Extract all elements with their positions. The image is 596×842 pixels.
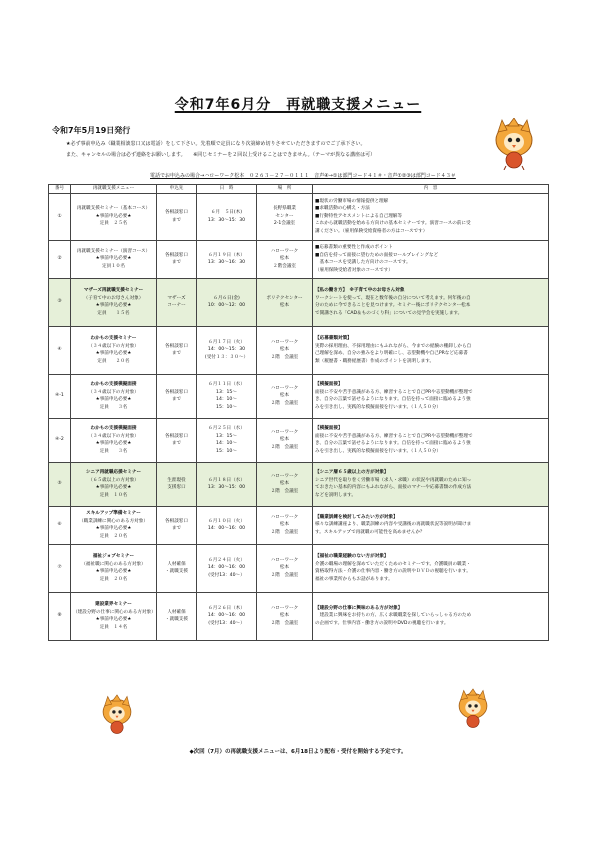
place-line: ハローワーク [270, 248, 299, 254]
datetime-line: 13：15〜 [216, 433, 237, 439]
table-row [49, 240, 549, 278]
place-line: ハローワーク [270, 473, 299, 479]
apply-line: 支援窓口 [167, 485, 186, 491]
apply-line: ・就職支援 [165, 569, 188, 575]
cell-datetime [197, 240, 257, 278]
cell-number: ③ [49, 278, 71, 326]
header-menu: 再就職支援メニュー [71, 185, 157, 194]
menu-line: 定員 ３名 [99, 404, 128, 410]
content-line: き、自分の言葉で話せるようになります。自信を持って面接に臨めるよう強 [315, 441, 471, 447]
menu-line: 再就職支援セミナー（演習コース） [76, 248, 151, 254]
cell-place [257, 462, 313, 506]
content-line: ■自信を持って面接に望むための面接ロールプレイングなど [315, 252, 439, 258]
mascot-illustration-icon [492, 118, 536, 170]
menu-line: （３４歳以下の方対象） [88, 343, 139, 349]
place-line: 松本 [279, 347, 290, 353]
content-line: 【建設分野の仕事に興味のある方が対象】 [315, 605, 403, 611]
header-apply: 申込先 [157, 185, 197, 194]
cell-content [313, 193, 549, 240]
table-row [49, 278, 549, 326]
menu-line: 再就職支援セミナー（基本コース） [76, 206, 151, 212]
place-line: 松本 [279, 393, 290, 399]
datetime-line: 13：30〜16：30 [207, 260, 246, 266]
content-line: 【シニア層６５歳以上の方が対象】 [315, 469, 389, 475]
content-line: ておきたい基本的内容にもふれながら、面接のマナーや応募書類の作成方法 [315, 485, 472, 491]
menu-line: （福祉職に関心のある方対象） [81, 561, 146, 567]
table-row [49, 462, 549, 506]
datetime-line: 14：00〜15：30 [207, 347, 246, 353]
header-place: 場 所 [257, 185, 313, 194]
apply-line: 各相談窓口 [165, 433, 188, 439]
cell-menu [71, 462, 157, 506]
menu-line: ★事前申込必要★ [95, 303, 132, 309]
content-line: す。スキルアップで再就職の可能性を高めませんか？ [315, 529, 425, 535]
cell-apply [157, 240, 197, 278]
place-line: センター [275, 213, 294, 219]
apply-line: まで [171, 441, 182, 447]
content-line: 【職業訓練を検討してみたい方が対象】 [315, 514, 398, 520]
cell-menu [71, 592, 157, 640]
datetime-line: 14：10〜 [216, 441, 237, 447]
place-line: ハローワーク [270, 429, 299, 435]
table-row [49, 374, 549, 418]
apply-line: まで [171, 217, 182, 223]
apply-line: 各相談窓口 [165, 389, 188, 395]
apply-line: 人材確保 [167, 609, 186, 615]
cell-menu [71, 418, 157, 462]
place-line: ２階 会議室 [270, 572, 299, 578]
menu-line: ★事前申込必要★ [95, 485, 132, 491]
place-line: 松本 [279, 481, 290, 487]
cell-number: ④-2 [49, 418, 71, 462]
place-line: 松本 [279, 437, 290, 443]
content-line: で開講される「CAD＆ものづくり科」についての見学会を実施します。 [315, 310, 463, 316]
place-line: 2-1会議室 [273, 221, 296, 227]
content-line: 様々な訓練講座より、職業訓練の内容や受講後の再就職状況等説明が聞けま [315, 522, 472, 528]
seminar-table [48, 184, 549, 641]
header-datetime: 日 時 [197, 185, 257, 194]
cell-menu [71, 506, 157, 544]
place-line: 松本 [279, 522, 290, 528]
content-line: の企画です。仕事内容・働き方の説明やDVDの視聴を行います。 [315, 620, 449, 626]
table-row [49, 193, 549, 240]
header-content: 内 容 [313, 185, 549, 194]
apply-line: 各相談窓口 [165, 210, 188, 215]
table-row [49, 544, 549, 592]
menu-line: ★事前申込必要★ [95, 256, 132, 262]
menu-line: 福祉ジョブセミナー [92, 553, 135, 559]
table-row [49, 418, 549, 462]
menu-line: （３４歳以下の方対象） [88, 389, 139, 395]
menu-line: （３４歳以下の方対象） [88, 433, 139, 439]
datetime-line: 14：00〜16：00 [207, 565, 246, 571]
place-line: ハローワーク [270, 605, 299, 611]
content-line: 実際の採用理由、不採用理由にもふれながら、今までの経験の棚卸しから自 [315, 343, 472, 349]
cell-content [313, 326, 549, 374]
place-line: ポリテクセンター [266, 295, 303, 301]
content-line: ■現状の労働市場の情報提供と理解 [315, 198, 389, 204]
apply-line: 人材確保 [167, 561, 186, 567]
content-line: 【模擬面接】 [315, 381, 343, 387]
content-line: シニア世代を取り巻く労働市場（求人・求職）の状況や再就職のために知っ [315, 477, 472, 483]
header-number: 番号 [49, 185, 71, 194]
cell-place [257, 506, 313, 544]
place-line: ハローワーク [270, 514, 299, 520]
datetime-line: ６月１１日（水） [208, 381, 245, 387]
cell-place [257, 592, 313, 640]
cell-datetime [197, 418, 257, 462]
datetime-line: (受付13：40〜） [208, 572, 245, 578]
page-title: 令和7年6月分 再就職支援メニュー [174, 97, 422, 113]
menu-line: ★事前申込必要★ [95, 569, 132, 575]
apply-line: 各相談窓口 [165, 518, 188, 524]
cell-number: ④-1 [49, 374, 71, 418]
place-line: 松本 [279, 565, 290, 571]
place-line: 松本 [279, 613, 290, 619]
cell-menu [71, 278, 157, 326]
menu-line: （建設分野の仕事に関心のある方対象） [73, 609, 156, 615]
menu-line: 定員 １０名 [99, 492, 128, 498]
apply-line: マザーズ [167, 295, 186, 301]
content-line: 講ください。（雇用保険受給資格者の方はコースです） [315, 228, 428, 234]
content-line: 【私の働き方】 ※子育て中のお母さん対象 [315, 287, 405, 293]
content-line: 己理解を深め、自分の強みをより明確にし、志望動機や自己PRなど応募書 [315, 351, 468, 357]
cell-apply [157, 462, 197, 506]
cell-menu [71, 374, 157, 418]
cell-apply [157, 592, 197, 640]
menu-line: 建設業界セミナー [95, 601, 132, 607]
menu-line: シニア再就職応援セミナー [85, 469, 142, 475]
datetime-line: ６月２６日（木） [208, 605, 245, 611]
cell-number: ⑧ [49, 592, 71, 640]
datetime-line: 14：00〜16：00 [207, 613, 246, 619]
menu-line: ★事前申込必要★ [95, 397, 132, 403]
content-line: ■応募書類の重要性と作成のポイント [315, 244, 393, 250]
apply-line: まで [171, 397, 182, 403]
cell-datetime [197, 326, 257, 374]
content-line: 面接に不安や苦手意識がある方、練習することで自己PRや志望動機が整理で [315, 433, 473, 439]
menu-line: わかもの支援セミナー [90, 335, 137, 341]
place-line: ２階 会議室 [270, 400, 299, 406]
contact-info: 電話でお申込みの場合→ハローワーク松本 ０２６３－２７－０１１１ 音声④→①は部門コード４１＃・音声①②③は部門コード４３＃ [150, 173, 456, 179]
cell-place [257, 240, 313, 278]
cell-content [313, 544, 549, 592]
menu-line: （子育て中のお母さん対象） [83, 295, 144, 301]
place-line: ハローワーク [270, 557, 299, 563]
apply-line: コーナー [167, 303, 186, 309]
footer-note: ◆次回（7月）の再就職支援メニューは、6月18日より配布・受付を開始する予定です。 [189, 749, 407, 755]
datetime-line: 13：30〜15：30 [207, 217, 246, 223]
menu-line: スキルアップ準備セミナー [86, 510, 141, 516]
cell-datetime [197, 193, 257, 240]
place-line: ２階 会議室 [270, 529, 299, 535]
cell-apply [157, 326, 197, 374]
place-line: 長野県職業 [273, 206, 296, 212]
menu-line: ★事前申込必要★ [95, 526, 132, 532]
place-line: ハローワーク [270, 385, 299, 391]
cell-place [257, 278, 313, 326]
cell-number: ① [49, 193, 71, 240]
table-row [49, 592, 549, 640]
menu-line: わかもの支援模擬面接 [90, 381, 137, 387]
datetime-line: 10：00〜12：00 [207, 303, 246, 309]
menu-line: ★事前申込必要★ [95, 441, 132, 447]
table-row [49, 506, 549, 544]
content-line: 【応募書類対策】 [315, 335, 352, 341]
mascot-illustration-icon [456, 688, 490, 730]
cell-content [313, 462, 549, 506]
menu-line: 定員 ２５名 [99, 221, 128, 227]
cell-apply [157, 544, 197, 592]
datetime-line: ６月１９日（木） [208, 252, 245, 258]
cell-number: ⑥ [49, 506, 71, 544]
content-line: みを引き出し、実践的な模擬面接を行います。（１人５０分） [315, 448, 441, 454]
cell-menu [71, 193, 157, 240]
cell-datetime [197, 374, 257, 418]
place-line: ２階会議室 [273, 263, 296, 269]
content-line: 建設業に興味をお持ちの方、広く求職職業を探していらっしゃる方のため [315, 613, 472, 619]
cell-content [313, 374, 549, 418]
datetime-line: 14：00〜16：00 [207, 526, 246, 532]
datetime-line: 14：10〜 [216, 397, 237, 403]
cell-place [257, 193, 313, 240]
datetime-line: (受付１３：３０〜） [204, 354, 249, 360]
content-line: 福祉の事業所からもお話があります。 [315, 576, 393, 582]
datetime-line: 15：10〜 [216, 404, 237, 410]
cell-apply [157, 278, 197, 326]
apply-line: まで [171, 260, 182, 266]
cell-apply [157, 506, 197, 544]
cell-content [313, 592, 549, 640]
apply-line: 生涯現役 [167, 477, 186, 483]
content-line: みを引き出し、実践的な模擬面接を行います。（１人５０分） [315, 404, 441, 410]
cell-content [313, 240, 549, 278]
content-line: ■行動特性アセスメントによる自己理解等 [315, 213, 402, 219]
menu-line: （職業訓練に関心のある方対象） [79, 518, 148, 524]
cell-datetime [197, 544, 257, 592]
place-line: 松本 [279, 303, 290, 309]
menu-line: 定員 ２０名 [99, 533, 128, 539]
datetime-line: 13：30〜15：00 [207, 485, 246, 491]
table-row [49, 326, 549, 374]
cell-content [313, 506, 549, 544]
datetime-line: ６月１０日（火） [208, 518, 245, 524]
datetime-line: 13：15〜 [216, 389, 237, 395]
content-line: これから就職活動を始める方向けの基本セミナーです。演習コースの前に受 [315, 221, 471, 227]
content-line: 【模擬面接】 [315, 425, 343, 431]
datetime-line: ６月２５日（水） [208, 425, 245, 431]
menu-line: ★事前申込必要★ [95, 213, 132, 219]
content-line: 【福祉の職業経験のない方が対象】 [315, 553, 389, 559]
datetime-line: ６月１８日（水） [208, 477, 245, 483]
menu-line: わかもの支援模擬面接 [90, 425, 137, 431]
menu-line: 定員 １４名 [99, 624, 128, 630]
content-line: ■求職活動の心構え・方法 [315, 206, 370, 212]
content-line: 資格取得方法・介護の仕事内容・働き方の説明やＤＶＤの視聴を行います。 [315, 569, 471, 575]
cell-menu [71, 326, 157, 374]
cell-apply [157, 374, 197, 418]
apply-line: 各相談窓口 [165, 252, 188, 258]
menu-line: ★事前申込必要★ [95, 617, 132, 623]
cell-number: ⑦ [49, 544, 71, 592]
place-line: ハローワーク [270, 339, 299, 345]
cell-datetime [197, 278, 257, 326]
cell-number: ② [49, 240, 71, 278]
cell-datetime [197, 506, 257, 544]
place-line: 松本 [279, 256, 290, 262]
apply-line: ・就職支援 [165, 617, 188, 623]
cell-apply [157, 418, 197, 462]
menu-line: 定員 ２０名 [99, 576, 128, 582]
notice-line: また、キャンセルの場合は必ず連絡をお願いします。 ※同じセミナーを２回以上受けることはできません。（テーマが異なる講座は可） [66, 152, 376, 158]
cell-content [313, 278, 549, 326]
place-line: ２階 会議室 [270, 620, 299, 626]
content-line: 類（履歴書・職務経歴書）作成のポイントを説明します。 [315, 358, 435, 364]
content-line: 分のために今できることを見つけます。セミナー後にポリテクセンター松本 [315, 303, 471, 309]
apply-line: 各相談窓口 [165, 343, 188, 349]
cell-number: ④ [49, 326, 71, 374]
datetime-line: 15：10〜 [216, 448, 237, 454]
notice-line: ★必ず事前申込み（職業相談窓口又は電話）をして下さい。先着順で定員になり次第締め切りさせていただきますのでご了承下さい。 [66, 141, 366, 147]
datetime-line: (受付13：40〜） [208, 620, 245, 626]
notice-text [66, 139, 506, 161]
menu-line: 定員１０名 [102, 263, 125, 269]
content-line: （雇用保険受給者対象のコースです） [315, 267, 393, 273]
menu-line: ★事前申込必要★ [95, 351, 132, 357]
datetime-line: ６月２４日（火） [208, 557, 245, 563]
cell-place [257, 418, 313, 462]
cell-datetime [197, 592, 257, 640]
cell-place [257, 544, 313, 592]
menu-line: 定員 ３名 [99, 448, 128, 454]
cell-place [257, 326, 313, 374]
mascot-illustration-icon [100, 694, 134, 736]
content-line: 面接に不安や苦手意識がある方、練習することで自己PRや志望動機が整理で [315, 389, 473, 395]
content-line: などを説明します。 [315, 492, 356, 498]
table-header-row [49, 185, 549, 194]
menu-line: マザーズ再就職支援セミナー [83, 287, 144, 293]
apply-line: まで [171, 526, 182, 532]
datetime-line: ６月１７日（火） [208, 339, 245, 345]
menu-line: 定員 １５名 [97, 310, 130, 316]
issue-date: 令和7年5月19日発行 [52, 126, 131, 135]
place-line: ２階 会議室 [270, 354, 299, 360]
cell-menu [71, 240, 157, 278]
cell-datetime [197, 462, 257, 506]
content-line: 介護の職場の理解を深めていただくためのセミナーです。介護職員の職業・ [315, 561, 471, 567]
datetime-line: ６月６日(金) [213, 295, 240, 301]
place-line: ２階 会議室 [270, 488, 299, 494]
cell-number: ⑤ [49, 462, 71, 506]
apply-line: まで [171, 351, 182, 357]
place-line: ２階 会議室 [270, 444, 299, 450]
content-line: ワークシートを使って、現在と数年後の自分について考えます。何年後の自 [315, 295, 471, 301]
content-line: き、自分の言葉で話せるようになります。自信を持って面接に臨めるよう強 [315, 397, 471, 403]
cell-content [313, 418, 549, 462]
menu-line: 定員 ２０名 [97, 358, 130, 364]
cell-apply [157, 193, 197, 240]
menu-line: （６５歳以上の方対象） [88, 477, 139, 483]
cell-place [257, 374, 313, 418]
cell-menu [71, 544, 157, 592]
content-line: 基本コースを受講した方向けのコースです。 [315, 260, 411, 266]
datetime-line: ６月 ５日(木) [210, 210, 243, 215]
